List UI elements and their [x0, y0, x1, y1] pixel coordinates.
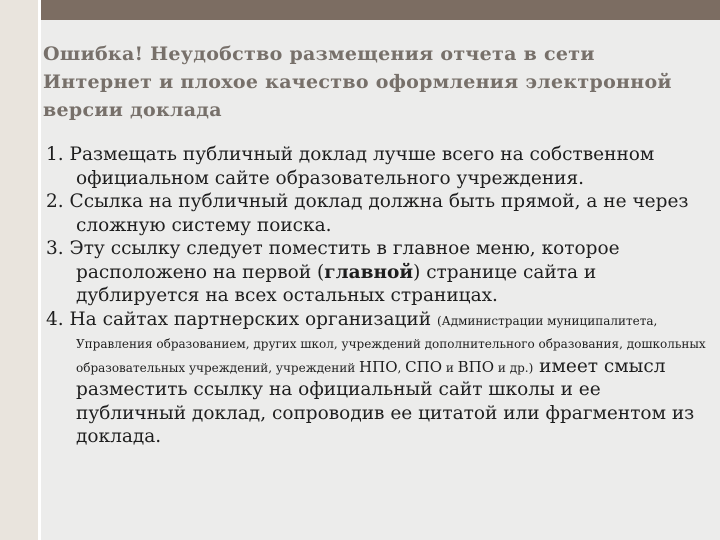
- list-item-2: [46, 190, 706, 237]
- note-end: и др.): [494, 360, 534, 375]
- list-item-1: [46, 143, 706, 190]
- slide-content: [41, 20, 720, 540]
- note-spo: СПО: [405, 357, 443, 376]
- note-separator: ,: [397, 360, 406, 375]
- list-item-number: 3.: [46, 238, 64, 259]
- list-item-text-after: ) странице сайта и дублируется на всех остальных страницах.: [76, 261, 597, 306]
- list-item-number: 1.: [46, 144, 64, 165]
- list-item-text-tail: имеет смысл разместить ссылку на официальный сайт школы и ее публичный доклад, сопроводив ее цитатой или фрагментом из доклада.: [76, 355, 695, 447]
- list-item-bold-text: главной: [324, 261, 414, 283]
- note-text: (Администрации муниципалитета, Управления образованием, других школ, учреждений дополнительного образования, дошкольных образовательных учреждений, учреждений: [76, 313, 706, 375]
- numbered-list: [46, 143, 706, 449]
- list-item-3: [46, 237, 706, 308]
- list-item-text: Эту ссылку следует поместить в главное меню, которое расположено на первой (: [69, 238, 620, 283]
- slide-title: Ошибка! Неудобство размещения отчета в сети Интернет и плохое качество оформления электронной версии доклада: [43, 43, 672, 121]
- list-item-text: Ссылка на публичный доклад должна быть прямой, а не через сложную систему поиска.: [69, 191, 689, 236]
- note-conjunction: и: [442, 360, 458, 375]
- list-item-number: 4.: [46, 308, 64, 330]
- note-vpo: ВПО: [457, 357, 495, 376]
- list-item-4: [46, 308, 706, 449]
- list-item-text: На сайтах партнерских организаций: [69, 308, 437, 330]
- left-decorative-band: [0, 0, 38, 540]
- list-item-text: Размещать публичный доклад лучше всего на собственном официальном сайте образовательного учреждения.: [69, 144, 655, 189]
- list-item-number: 2.: [46, 191, 64, 212]
- top-decorative-bar: [41, 0, 720, 20]
- note-npo: НПО: [359, 357, 398, 376]
